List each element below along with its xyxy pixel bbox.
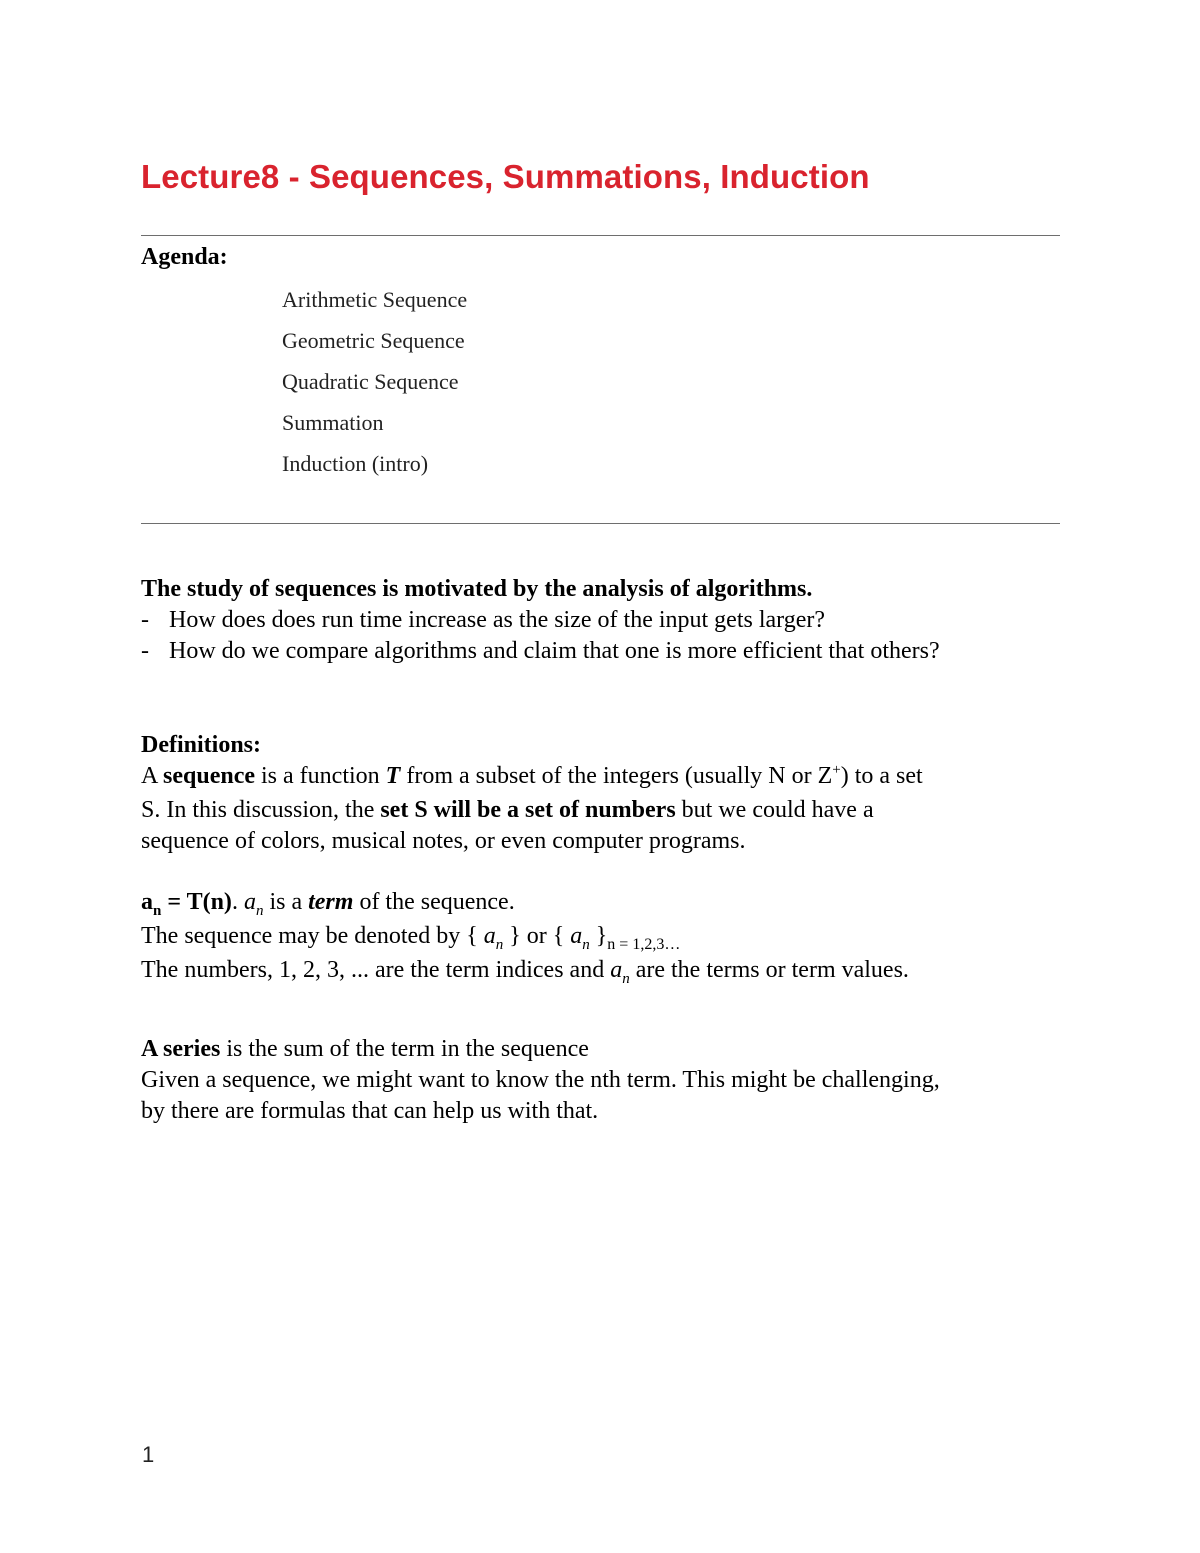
text-run: ) to a set bbox=[840, 763, 923, 789]
definitions-section bbox=[141, 730, 923, 857]
bullet-dash: - bbox=[141, 607, 149, 633]
term-line bbox=[141, 955, 909, 989]
term-symbol: a bbox=[483, 923, 496, 949]
definitions-heading: Definitions: bbox=[141, 732, 261, 758]
page-title: Lecture8 - Sequences, Summations, Induction bbox=[141, 158, 870, 195]
term-symbol: a bbox=[141, 889, 153, 915]
text-run: = T(n) bbox=[161, 889, 232, 915]
text-run: The numbers, 1, 2, 3, ... are the term indices and bbox=[141, 957, 611, 983]
subscript: n bbox=[495, 937, 504, 953]
definition-line bbox=[141, 761, 923, 795]
text-run: is a bbox=[263, 889, 309, 915]
motivation-section bbox=[141, 574, 940, 667]
terms-section bbox=[141, 887, 909, 989]
term-line bbox=[141, 921, 909, 955]
term-symbol: a bbox=[570, 923, 583, 949]
bold-term: term bbox=[308, 889, 354, 915]
index-range: n = 1,2,3… bbox=[607, 936, 681, 953]
agenda-item: Quadratic Sequence bbox=[282, 369, 459, 394]
motivation-bullet bbox=[141, 636, 940, 667]
text-run: is the sum of the term in the sequence bbox=[220, 1036, 589, 1062]
text-run: of the sequence. bbox=[353, 889, 515, 915]
bottom-divider bbox=[141, 523, 1060, 524]
text-run: is a function bbox=[255, 763, 386, 789]
term-symbol: a bbox=[243, 889, 256, 915]
text-run: from a subset of the integers (usually N or Z bbox=[400, 763, 833, 789]
agenda-label: Agenda: bbox=[141, 244, 228, 270]
text-run: The sequence may be denoted by { bbox=[141, 923, 484, 949]
function-symbol: T bbox=[385, 763, 401, 789]
text-run: S. In this discussion, the bbox=[141, 797, 381, 823]
subscript: n bbox=[582, 937, 590, 953]
bold-term: A series bbox=[141, 1036, 221, 1062]
top-divider bbox=[141, 235, 1060, 236]
bullet-dash: - bbox=[141, 638, 149, 664]
term-line bbox=[141, 887, 909, 921]
bullet-text: How do we compare algorithms and claim that one is more efficient that others? bbox=[169, 638, 940, 664]
superscript: + bbox=[832, 762, 841, 778]
agenda-list bbox=[282, 284, 467, 489]
agenda-item: Arithmetic Sequence bbox=[282, 287, 468, 312]
definition-line: sequence of colors, musical notes, or even computer programs. bbox=[141, 828, 746, 854]
agenda-item: Geometric Sequence bbox=[282, 328, 465, 353]
bold-term: sequence bbox=[163, 763, 256, 789]
motivation-bullet bbox=[141, 605, 940, 636]
text-run: } bbox=[589, 923, 608, 949]
series-line bbox=[141, 1034, 940, 1065]
bullet-text: How does does run time increase as the size of the input gets larger? bbox=[169, 607, 826, 633]
subscript: n bbox=[255, 903, 264, 919]
text-run: A bbox=[141, 763, 164, 789]
series-line: by there are formulas that can help us with that. bbox=[141, 1098, 599, 1124]
text-run: } or { bbox=[503, 923, 571, 949]
text-run: are the terms or term values. bbox=[629, 957, 909, 983]
series-line: Given a sequence, we might want to know the nth term. This might be challenging, bbox=[141, 1067, 940, 1093]
series-section bbox=[141, 1034, 940, 1127]
bold-term: set S will be a set of numbers bbox=[380, 797, 676, 823]
agenda-item: Induction (intro) bbox=[282, 451, 429, 476]
subscript: n bbox=[622, 971, 630, 987]
text-run: but we could have a bbox=[675, 797, 874, 823]
motivation-heading: The study of sequences is motivated by the analysis of algorithms. bbox=[141, 576, 813, 602]
definition-line bbox=[141, 795, 923, 826]
page-number: 1 bbox=[142, 1442, 155, 1467]
text-run: . bbox=[231, 889, 244, 915]
term-symbol: a bbox=[610, 957, 623, 983]
subscript: n bbox=[153, 903, 162, 919]
agenda-item: Summation bbox=[282, 410, 384, 435]
